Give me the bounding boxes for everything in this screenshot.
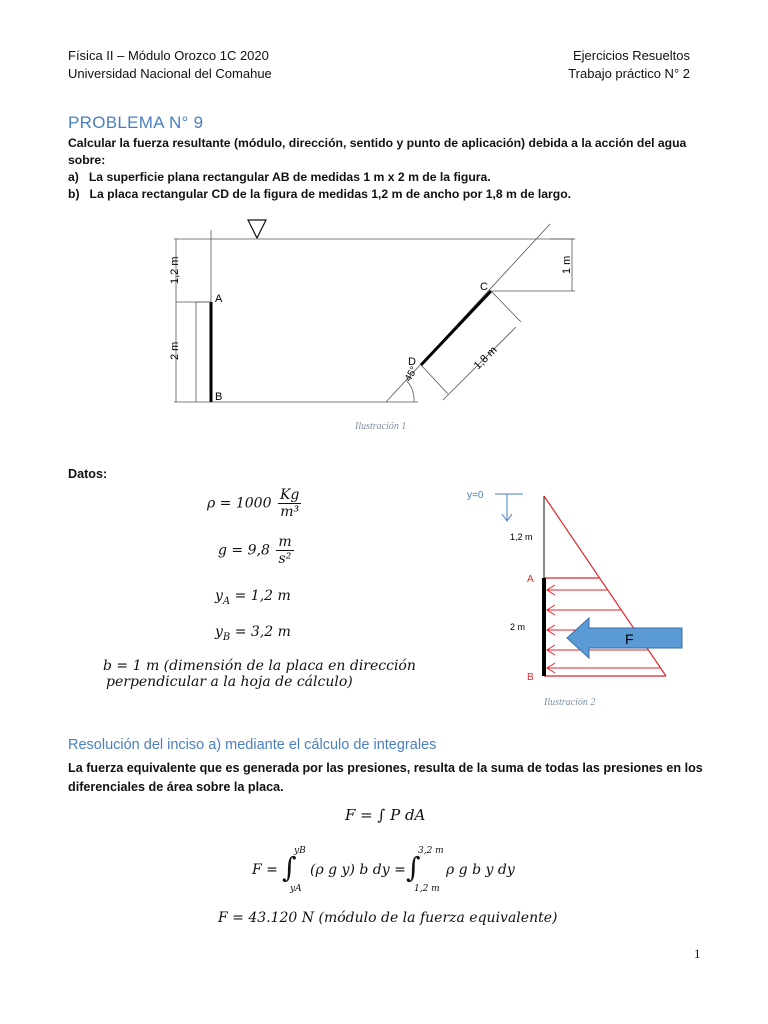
yb-value: = 3,2 m [234, 624, 291, 640]
dim-bottom-left: 2 m [169, 341, 181, 360]
eq2-mid: (ρ g y) b dy = [310, 862, 406, 878]
doc-type: Ejercicios Resueltos [572, 48, 690, 63]
angle-arc [406, 380, 414, 402]
dim-right: 1 m [561, 255, 573, 274]
tp-number: Trabajo práctico N° 2 [568, 66, 690, 81]
dim-cd: 1,8 m [471, 344, 500, 373]
g-fraction [276, 534, 293, 567]
pressure-diagonal [544, 496, 666, 676]
equation-3: F = 43.120 N (módulo de la fuerza equivalente) [218, 910, 558, 926]
header-right [568, 47, 690, 83]
figure-2-caption: Ilustración 2 [544, 697, 596, 708]
label-b: B [215, 391, 223, 403]
g-equation [218, 534, 294, 567]
eq2-rhs: ρ g b y dy [446, 862, 515, 878]
eq2-upper-1: yB [294, 846, 306, 856]
eq2-lower-2: 1,2 m [414, 884, 440, 894]
dim-top-2: 1,2 m [510, 532, 533, 542]
b-definition [103, 658, 416, 690]
item-b-text: La placa rectangular CD de la figura de medidas 1,2 m de ancho por 1,8 m de largo. [89, 187, 572, 201]
problem-title: PROBLEMA N° 9 [68, 113, 204, 132]
rho-fraction [278, 487, 301, 520]
label-c: C [480, 281, 488, 293]
label-a: A [215, 293, 223, 305]
integral-sign-1: ∫ [282, 851, 297, 884]
yb-equation: $y_B = 3,2$ m [215, 624, 291, 643]
header-left [68, 47, 272, 83]
item-a-text: La superficie plana rectangular AB de medidas 1 m x 2 m de la figura. [88, 170, 491, 184]
eq2-upper-2: 3,2 m [418, 846, 444, 856]
label-a-2: A [527, 574, 534, 585]
page-number: 1 [694, 946, 701, 961]
course-name: Física II – Módulo Orozco 1C 2020 [68, 48, 269, 63]
b-line-1: b = 1 m (dimensión de la placa en dirección [103, 658, 416, 674]
section-a-paragraph: La fuerza equivalente que es generada por las presiones, resulta de la suma de todas las presiones en los diferenciales de área sobre la placa. [68, 761, 703, 794]
b-line-2: perpendicular a la hoja de cálculo) [106, 674, 353, 690]
free-surface-icon [248, 220, 266, 238]
figure-1-caption: Ilustración 1 [355, 421, 407, 432]
university-name: Universidad Nacional del Comahue [68, 66, 272, 81]
item-a [68, 169, 718, 186]
item-b [68, 186, 718, 203]
dim-top-left: 1,2 m [169, 256, 181, 284]
ya-value: = 1,2 m [234, 588, 291, 604]
rho-lhs: ρ = 1000 [207, 495, 272, 512]
rho-num: Kg [279, 487, 300, 503]
cd-dim-ext-2 [421, 365, 448, 394]
figure-1-diagram [160, 210, 590, 445]
dim-plate-2: 2 m [510, 622, 526, 632]
cd-dim-ext-1 [491, 291, 521, 322]
equation-1: F = ∫ P dA [345, 806, 426, 824]
problem-statement [68, 135, 718, 203]
label-d: D [408, 356, 416, 368]
figure-2-diagram [455, 480, 695, 690]
eq2-lhs: F = [252, 862, 278, 878]
ya-equation: $y_A = 1,2$ m [215, 588, 291, 607]
label-b-2: B [527, 672, 534, 683]
statement-text: Calcular la fuerza resultante (módulo, dirección, sentido y punto de aplicación) debida a la acción del agua sobre: [68, 136, 687, 167]
section-a-heading: Resolución del inciso a) mediante el cálculo de integrales [68, 737, 437, 753]
item-a-label: a) [68, 170, 79, 184]
rho-den: m³ [280, 504, 300, 520]
g-lhs: g = 9,8 [218, 542, 270, 559]
angle-label: 45° [403, 364, 421, 384]
rho-equation [207, 487, 301, 520]
eq2-lower-1: yA [290, 884, 302, 894]
force-label: F [625, 631, 634, 647]
datos-heading: Datos: [68, 467, 108, 481]
g-num: m [278, 534, 292, 550]
y0-label: y=0 [467, 490, 484, 501]
item-b-label: b) [68, 187, 80, 201]
integral-sign-2: ∫ [406, 851, 421, 884]
g-den: s² [278, 551, 292, 567]
